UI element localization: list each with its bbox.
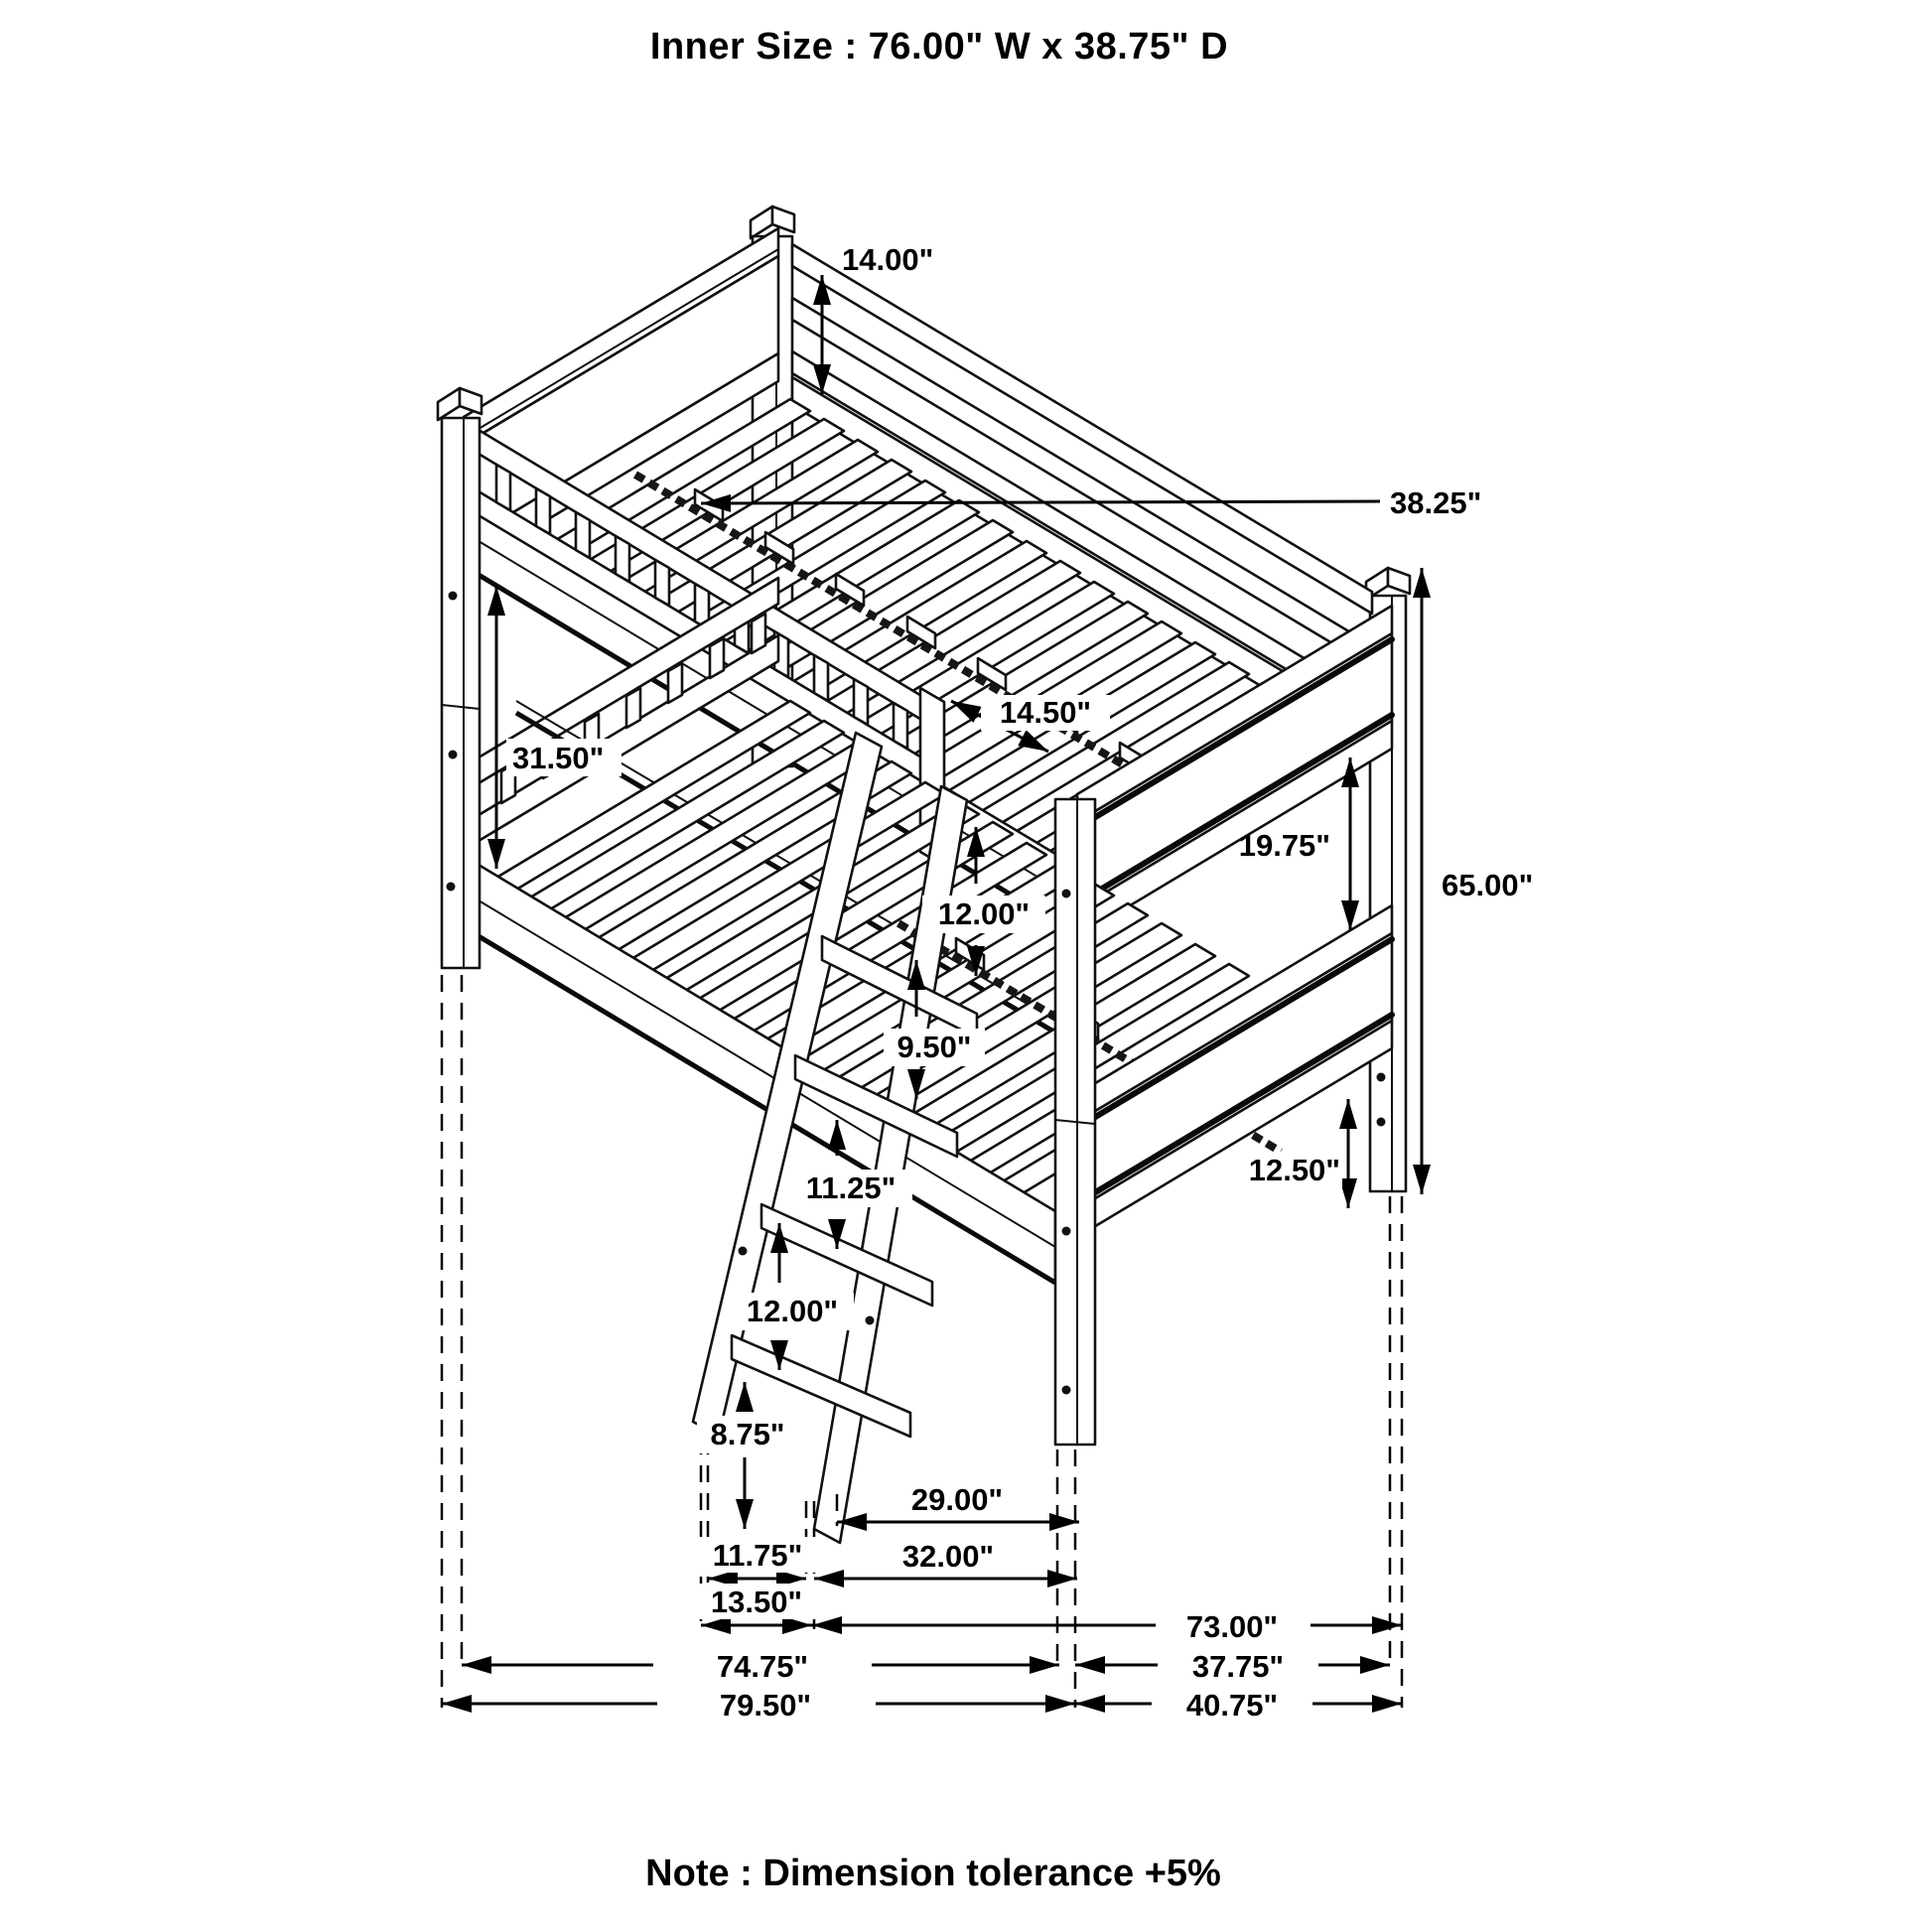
ladder-rung: [761, 1204, 932, 1306]
dim-label-bunk-clearance: 31.50": [512, 741, 605, 775]
slat: [894, 703, 907, 749]
dim-label-overall-depth: 40.75": [1185, 1688, 1279, 1723]
dim-label-rung-to-floor: 8.75": [710, 1417, 785, 1451]
post-cap: [460, 388, 482, 414]
tolerance-note: Note : Dimension tolerance +5%: [645, 1853, 1221, 1894]
guard-rail: [792, 351, 1372, 721]
dim-label-bottom-clearance: 12.50": [1248, 1153, 1340, 1187]
slat: [536, 488, 550, 534]
slat: [710, 638, 724, 678]
slat: [496, 465, 510, 510]
dim-label-footboard-gap: 19.75": [1238, 828, 1330, 863]
dim-label-overall-height: 65.00": [1442, 868, 1534, 902]
dim-label-guard-opening: 14.50": [999, 695, 1092, 730]
dim-label-ladder-to-post: 29.00": [910, 1482, 1004, 1517]
front-left-post: [438, 388, 482, 968]
dim-label-inner-length-posts: 74.75": [716, 1649, 809, 1684]
dim-label-headboard-height: 14.00": [842, 242, 934, 277]
slat: [668, 663, 682, 703]
dim-leader-inner-depth-top: [701, 501, 1380, 503]
slat: [626, 688, 640, 728]
post-cap: [772, 207, 794, 232]
slat: [616, 536, 629, 582]
dim-label-overall-length: 79.50": [719, 1688, 812, 1723]
post-cap: [1388, 568, 1410, 594]
dim-label-inner-length: 73.00": [1185, 1609, 1279, 1644]
dim-label-inner-depth-top: 38.25": [1390, 485, 1482, 520]
slat: [752, 614, 765, 653]
dim-label-rung-spacing-1: 9.50": [897, 1030, 972, 1064]
dim-label-inner-depth: 37.75": [1191, 1649, 1285, 1684]
slat: [854, 679, 868, 725]
front-right-post: [1055, 799, 1095, 1445]
slat: [814, 655, 828, 701]
dim-label-ladder-width: 11.75": [712, 1538, 803, 1573]
slat: [576, 512, 590, 558]
dim-label-ladder-gap-top: 12.00": [937, 897, 1031, 931]
page-title: Inner Size : 76.00" W x 38.75" D: [649, 26, 1229, 68]
dim-label-rung-spacing-3: 12.00": [746, 1294, 839, 1328]
post-cap: [438, 388, 460, 420]
slat: [655, 560, 669, 606]
dim-label-rung-spacing-2: 11.25": [805, 1171, 897, 1205]
dim-label-ladder-to-post-outer: 32.00": [901, 1539, 995, 1574]
dim-label-ladder-depth: 13.50": [710, 1585, 803, 1619]
